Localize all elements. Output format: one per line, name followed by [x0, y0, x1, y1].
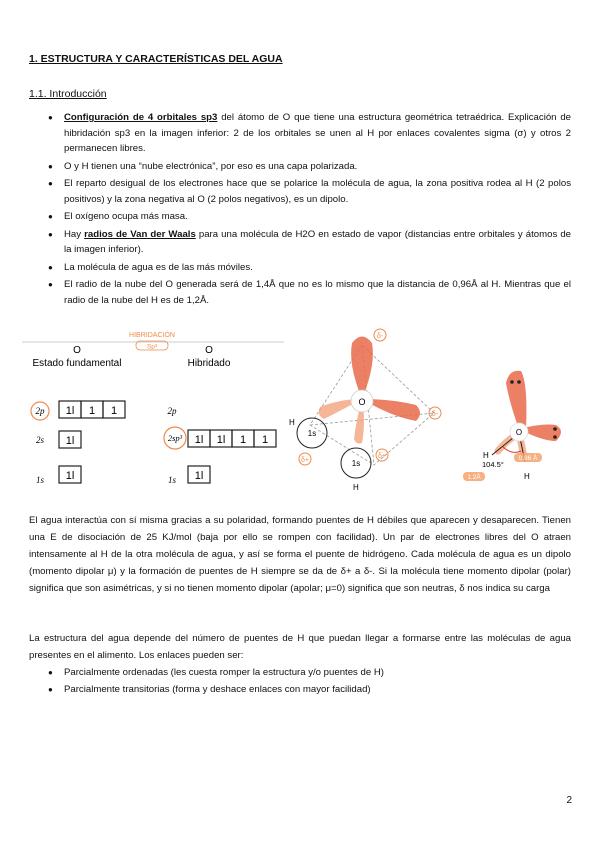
tetra-1s-left: 1s: [307, 429, 317, 438]
right-atom: O: [205, 345, 213, 356]
angle-label: 104.5°: [482, 460, 504, 469]
bonds-bullet-list: [48, 664, 568, 698]
bullet-oxigeno: [48, 209, 571, 225]
electron-4: [553, 435, 557, 439]
bullet-vdw-prefix: Hay: [64, 228, 85, 240]
sp3-val-3: 1: [239, 434, 247, 446]
bullet-transitorias-text: Parcialmente transitorias (forma y deshace enlaces con mayor facilidad): [64, 684, 371, 695]
electron-3: [553, 427, 557, 431]
tetra-1s-bottom: 1s: [351, 459, 361, 468]
label-1s-right: 1s: [167, 475, 177, 485]
bullet-sp3: [48, 110, 571, 157]
angle-arc: [503, 447, 521, 452]
right-state: Hibridado: [187, 358, 231, 369]
bullet-moviles-text: La molécula de agua es de las más móviles.: [64, 261, 253, 273]
label-2p-right: 2p: [167, 406, 177, 416]
tetra-o: O: [358, 397, 366, 407]
sp3-val-4: 1: [261, 434, 269, 446]
bullet-sp3-strong: Configuración de 4 orbitales sp3: [64, 112, 218, 123]
bullet-radio-text: El radio de la nube del O generada será de 1,4Å que no es lo mismo que la distancia de 0,96Å al H. Mientras que el radio de la nube del H es de 1,2Å.: [64, 279, 571, 306]
left-2p-val-3: 1: [110, 405, 118, 417]
mol-h-left: H: [483, 451, 489, 460]
bullet-ordenadas: [48, 664, 568, 681]
vdw-label: 1.2Å: [467, 474, 481, 481]
left-2s-val: 1l: [65, 435, 75, 447]
electron-1: [510, 380, 514, 384]
paragraph-polaridad: El agua interactúa con sí misma gracias a su polaridad, formando puentes de H débiles que aparecen y desaparecen. Tienen una E de disociación de 25 KJ/mol (baja por ello se rompen con facilidad). Un par de electrones libres del O atraen intensamente al H de la otra molécula de agua, y así se forma el puente de hidrógeno. Cada molécula de agua es un dipolo (momento dipolar μ) y la formación de puentes de H siempre se da de δ+ a δ-. Si la molécula tiene momento dipolar (polar) significa que son asimétricas, y si no tienen momento dipolar (apolar; μ=0) significa que son neutras, δ nos indica su carga: [29, 515, 571, 594]
bullet-reparto-text: El reparto desigual de los electrones hace que se polarice la molécula de agua, la zona positiva rodea al H (2 polos positivos) y la zona negativa al O (2 polos negativos), es un dipolo.: [64, 178, 571, 205]
right-1s-val: 1l: [194, 470, 204, 482]
left-atom: O: [73, 345, 81, 356]
label-1s: 1s: [35, 475, 45, 485]
electron-2: [517, 380, 521, 384]
page-number: 2: [566, 795, 572, 806]
stamp-top: HIBRIDACIÓN: [129, 332, 175, 339]
label-2sp3: 2sp³: [167, 433, 183, 443]
bullet-oxigeno-text: El oxígeno ocupa más masa.: [64, 211, 188, 222]
label-2p: 2p: [35, 406, 45, 416]
left-2p-val-2: 1: [88, 405, 96, 417]
bullet-moviles: [48, 260, 571, 276]
lone-pair-lobe-up: [506, 371, 526, 429]
delta-minus-top: δ-: [376, 333, 384, 340]
left-1s-box: [59, 466, 81, 483]
bullet-reparto: [48, 176, 571, 207]
paragraph-estructura: La estructura del agua depende del número de puentes de H que puedan llegar a formarse entre las moléculas de agua presentes en el alimento. Los enlaces pueden ser:: [29, 633, 571, 661]
sp3-val-1: 1l: [194, 434, 204, 446]
bullet-ordenadas-text: Parcialmente ordenadas (les cuesta romper la estructura y/o puentes de H): [64, 667, 384, 678]
mol-h-right: H: [524, 472, 530, 481]
left-1s-val: 1l: [65, 470, 75, 482]
left-state: Estado fundamental: [32, 358, 122, 369]
bullet-nube-text: O y H tienen una “nube electrónica”, por eso es una capa polarizada.: [64, 160, 358, 172]
left-2p-val-1: 1l: [65, 405, 75, 417]
left-2s-box: [59, 431, 81, 448]
bullet-sp3-text: del átomo de O que tiene una estructura geométrica tetraédrica. Explicación de hibridación sp3 en la imagen inferior: 2 de los orbitales se unen al H por enlaces covalentes sigma (σ) y otros 2 permanecen libres.: [64, 112, 571, 154]
sp3-boxes: [188, 430, 276, 447]
delta-minus-right: δ-: [431, 411, 439, 418]
bullet-radio: [48, 277, 571, 308]
section-title: 1. ESTRUCTURA Y CARACTERÍSTICAS DEL AGUA: [29, 53, 283, 65]
dist-label: 0.96 Å: [518, 455, 538, 462]
tetrahedral-orbitals: [289, 329, 441, 492]
intro-bullet-list: [48, 110, 571, 310]
stamp-bottom: Sp³: [146, 343, 158, 351]
label-2s: 2s: [35, 435, 45, 445]
delta-plus-left: δ+: [301, 457, 309, 464]
sp3-val-2: 1l: [216, 434, 226, 446]
bullet-vdw-text: para una molécula de H2O en estado de vapor (distancias entre orbitales y átomos de la imagen inferior).: [64, 228, 571, 255]
left-2p-boxes: [59, 401, 125, 418]
bullet-vdw: [48, 227, 571, 258]
delta-plus-bottom: δ+: [378, 453, 386, 460]
bullet-nube: [48, 159, 571, 175]
hybridization-diagram: [22, 325, 577, 493]
water-molecule: [463, 371, 561, 481]
tetra-h-bottom: H: [353, 483, 359, 492]
tetra-h-left: H: [289, 418, 295, 427]
mol-o: O: [515, 428, 523, 437]
bullet-vdw-strong: radios de Van der Waals: [84, 228, 196, 240]
right-1s-box: [188, 466, 210, 483]
subsection-title: 1.1. Introducción: [29, 88, 107, 100]
bullet-transitorias: [48, 681, 568, 698]
hybridization-figure: [22, 325, 577, 493]
